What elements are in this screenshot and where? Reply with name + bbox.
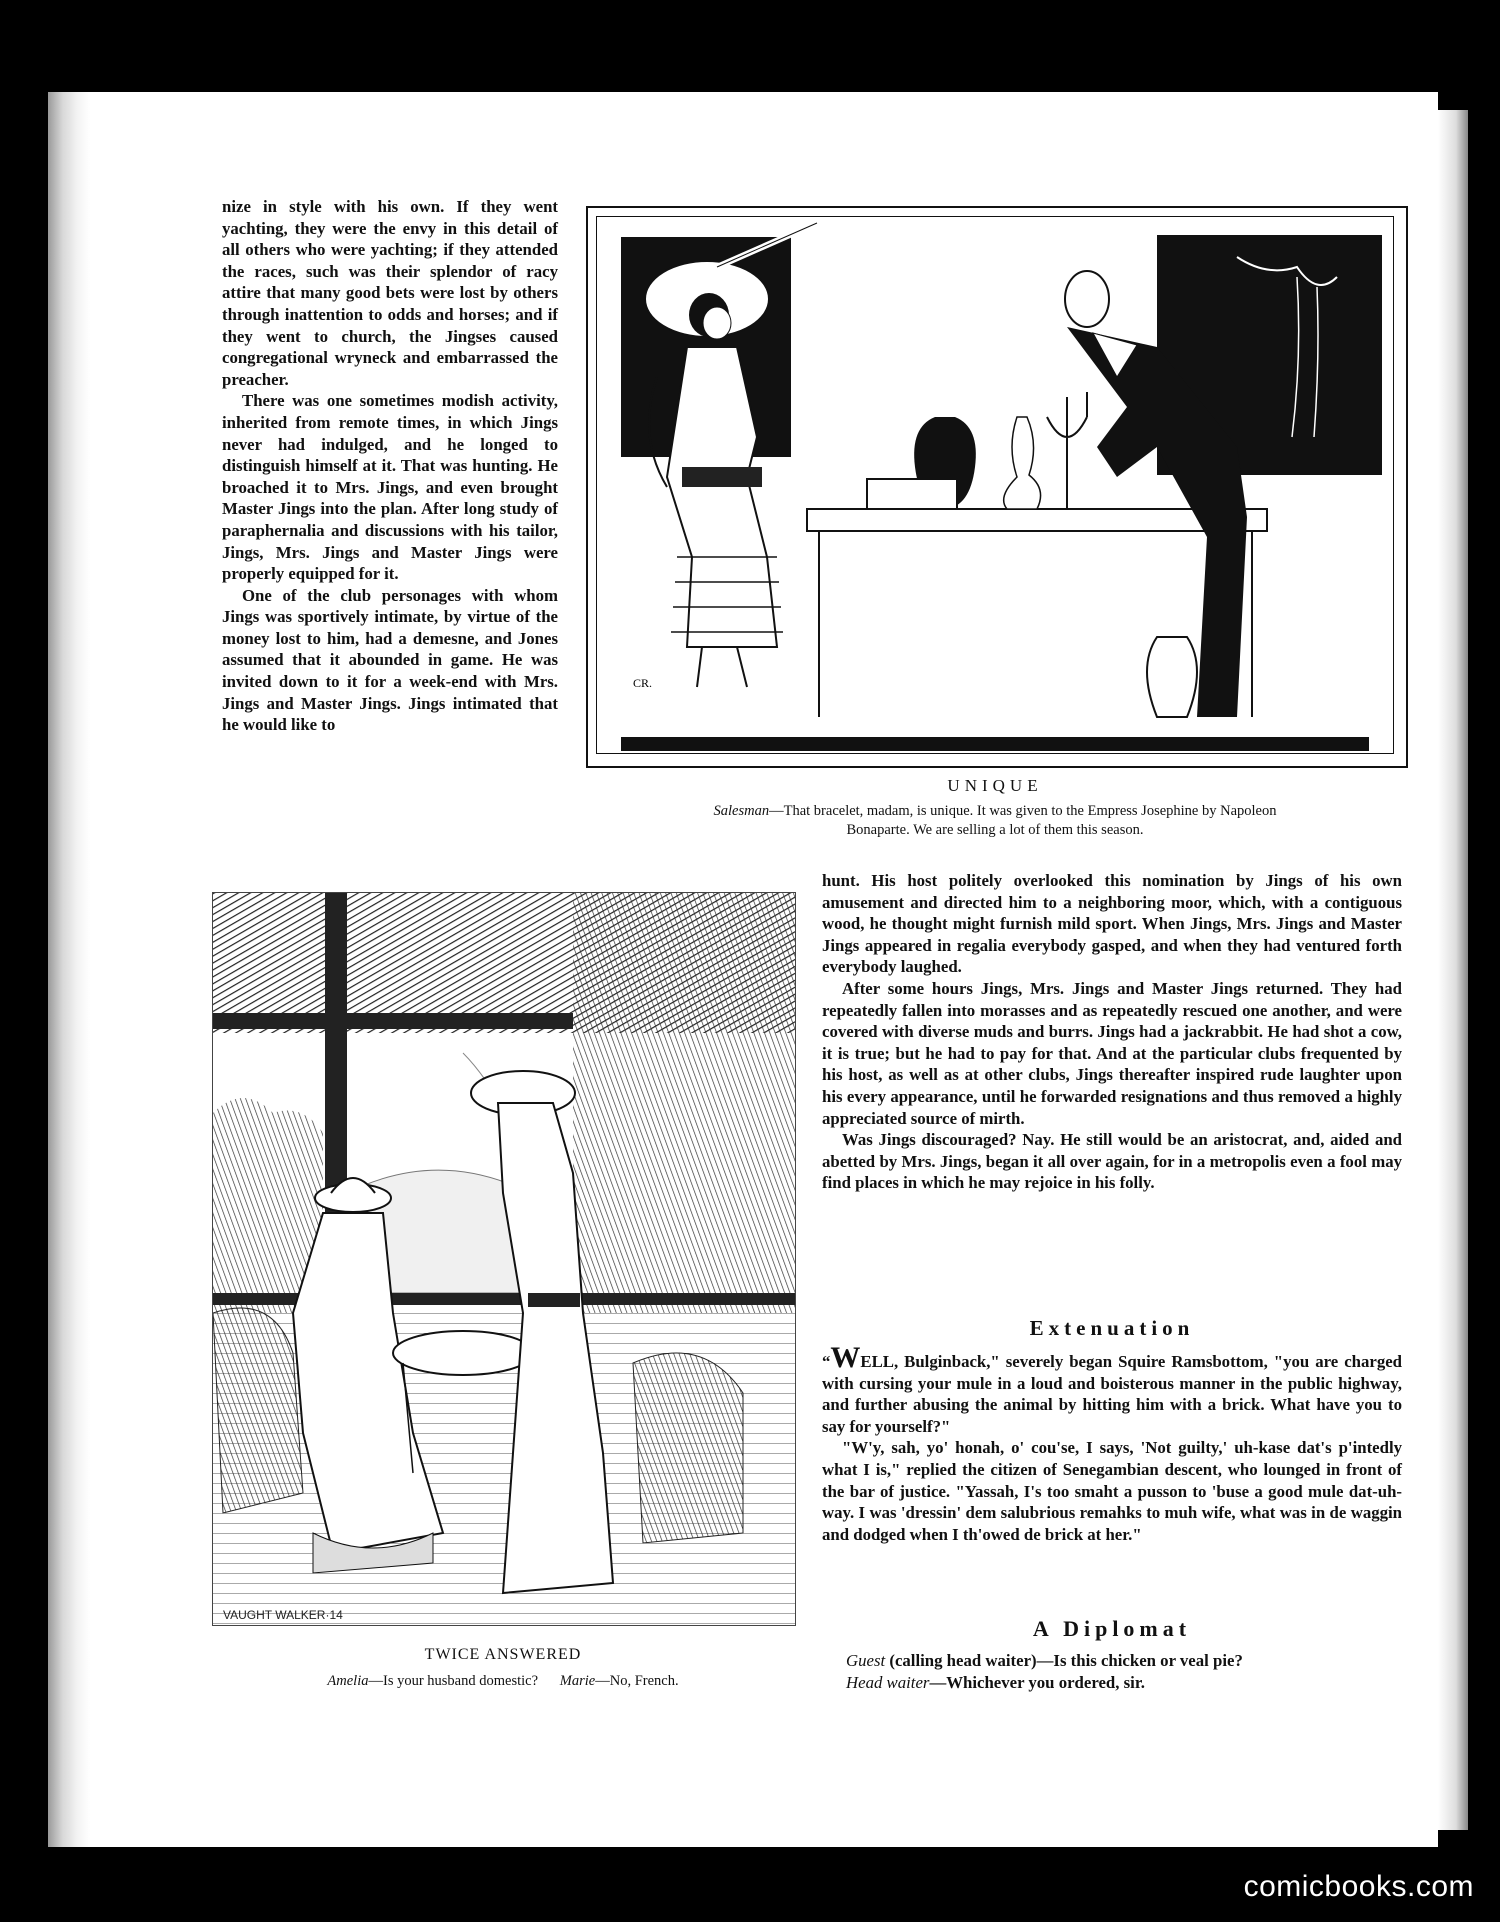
caption-text: —Is your husband domestic? <box>368 1673 539 1689</box>
paragraph: There was one sometimes modish activity, inherited from remote times, in which Jings never had indulged, and he longed to distinguish himself at it. That was hunting. He broached it to Mrs. Jings, and even brought Master Jings into the plan. After long study of paraphernalia and discussions with his tailor, Jings, Mrs. Jings and Master Jings were properly equipped for it. <box>222 391 558 584</box>
caption-speaker: Salesman <box>713 803 770 819</box>
cartoon-unique <box>596 216 1394 754</box>
caption-text: —No, French. <box>595 1673 679 1689</box>
dialogue-text: (calling head waiter)—Is this chicken or veal pie? <box>885 1651 1243 1670</box>
cartoon-unique-signature: CR. <box>633 676 653 690</box>
cartoon-twice-answered-illustration <box>213 893 795 1625</box>
speaker-guest: Guest <box>846 1651 886 1670</box>
cartoon-unique-illustration <box>597 217 1393 753</box>
cartoon-twice-title: TWICE ANSWERED <box>424 1646 582 1663</box>
paragraph-text: ELL, Bulginback," severely began Squire Ramsbottom, "you are charged with cursing your mule in a loud and boisterous manner in the public highway, and further abusing the animal by hitting him with a brick. What have you to say for yourself?" <box>822 1352 1402 1436</box>
diplomat-story <box>846 1650 1402 1693</box>
cartoon-twice-caption <box>212 1672 794 1691</box>
dialogue-line <box>846 1650 1402 1672</box>
diplomat-heading: A Diplomat <box>1032 1616 1192 1641</box>
extenuation-heading: Extenuation <box>1029 1316 1195 1340</box>
cartoon-unique-caption <box>586 802 1404 840</box>
paragraph <box>822 1341 1402 1437</box>
drop-cap: W <box>830 1341 861 1374</box>
paragraph: nize in style with his own. If they went yachting, they were the envy in this detail of all others who were yachting; if they attended the races, such was their splendor of racy attire that many good bets were lost by others through inattention to odds and horses; and if they went to church, the Jingses caused congregational wryneck and embarrassed the preacher. <box>222 197 558 389</box>
site-watermark: comicbooks.com <box>1243 1870 1474 1903</box>
cartoon-twice-signature: VAUGHT WALKER·14 <box>223 1608 343 1622</box>
paragraph: One of the club personages with whom Jings was sportively intimate, by virtue of the money lost to him, had a demesne, and Jones assumed that it abounded in game. He was invited down to it for a week-end with Mrs. Jings and Master Jings. Jings intimated that he would like to <box>222 585 558 735</box>
dialogue-text: —Whichever you ordered, sir. <box>929 1672 1145 1692</box>
paragraph: "W'y, sah, yo' honah, o' cou'se, I says, 'Not guilty,' uh-kase dat's p'intedly what I is," replied the citizen of Senegambian descent, who lounged in front of the bar of justice. "Yassah, I's too smaht a pusson to 'buse a good mule dat-uh-way. I was 'dressin' dem salubrious remahks to muh wife, what was in de waggin and dodged when I th'owed de brick at her." <box>822 1438 1402 1544</box>
dialogue-line <box>846 1672 1402 1694</box>
cartoon-twice-answered <box>212 892 796 1626</box>
page-binding <box>48 92 90 1847</box>
caption-speaker: Amelia <box>327 1673 369 1689</box>
paragraph: hunt. His host politely overlooked this nomination by Jings of his own amusement and directed him to a neighboring moor, which, with a contiguous wood, he thought might furnish mild sport. When Jings, Mrs. Jings and Master Jings appeared in regalia everybody gasped, and when they had ventured forth everybody laughed. <box>822 871 1402 977</box>
story-column-right <box>822 870 1402 1194</box>
speaker-head-waiter: Head waiter <box>846 1672 930 1692</box>
story-column-left <box>222 196 558 736</box>
paragraph: After some hours Jings, Mrs. Jings and Master Jings returned. They had repeatedly fallen into morasses and as repeatedly rescued one another, and were covered with diverse muds and burrs. Jings had a jackrabbit. He had shot a cow, it is true; but he had to pay for that. And at the particular clubs frequented by his host, as well as at other clubs, Jings thereafter inspired rude laughter upon his every appearance, until he forwarded resignations and thus removed a highly appreciated source of mirth. <box>822 978 1402 1128</box>
caption-speaker: Marie <box>559 1673 596 1689</box>
drop-cap-quote: “ <box>822 1352 831 1371</box>
caption-text: —That bracelet, madam, is unique. It was given to the Empress Josephine by Napoleon <box>769 803 1277 819</box>
page-edge <box>1438 110 1468 1830</box>
extenuation-story <box>822 1341 1402 1545</box>
paragraph: Was Jings discouraged? Nay. He still would be an aristocrat, and, aided and abetted by Mrs. Jings, began it all over again, for in a metropolis even a fool may find places in which he may rejoice in his folly. <box>822 1130 1402 1193</box>
caption-text: Bonaparte. We are selling a lot of them this season. <box>846 822 1144 838</box>
cartoon-unique-title: UNIQUE <box>947 776 1043 795</box>
